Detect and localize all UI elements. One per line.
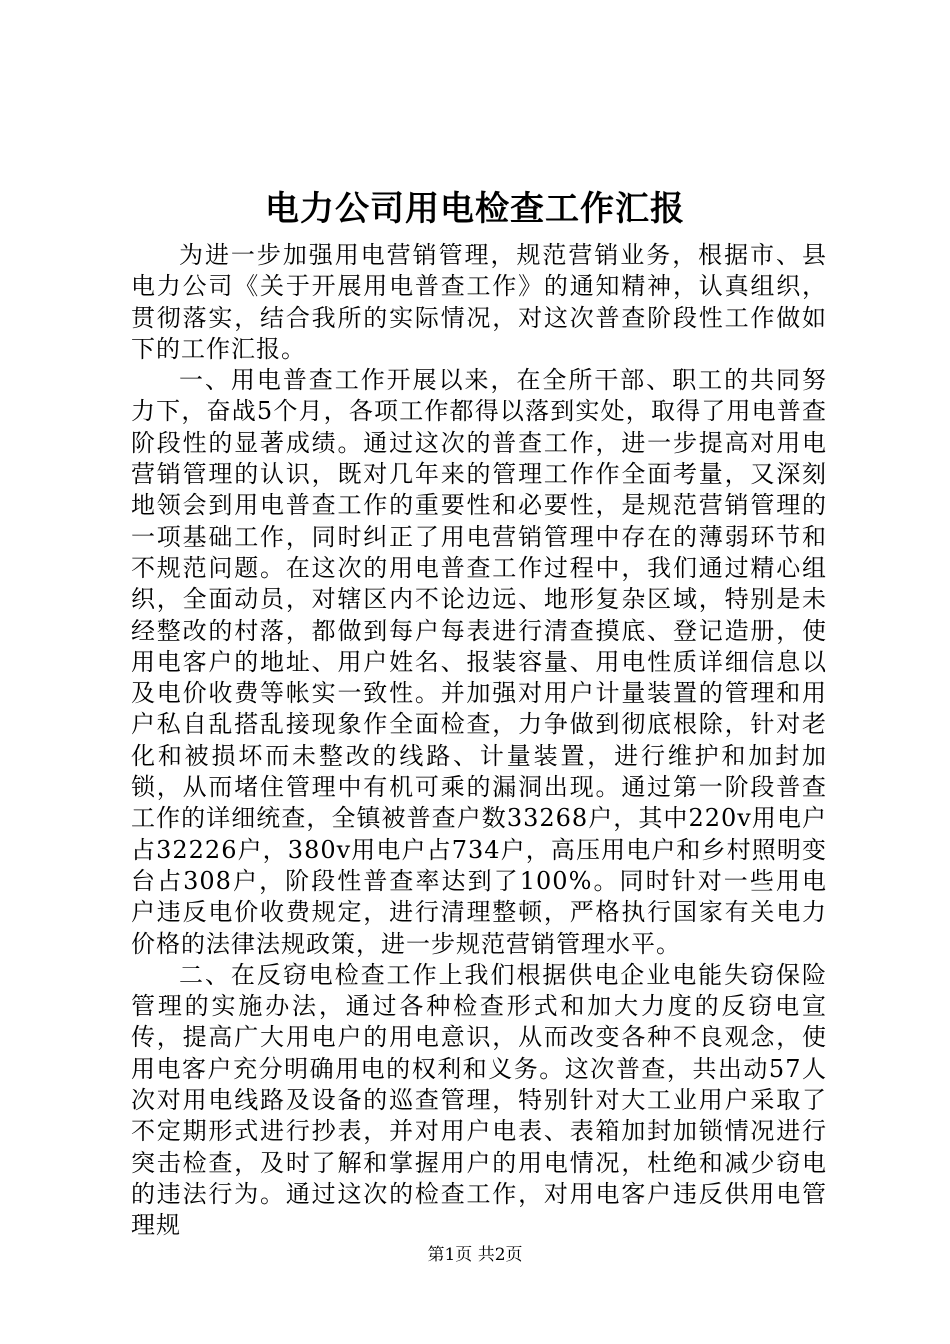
document-title: 电力公司用电检查工作汇报 [265, 189, 685, 229]
page-number-footer: 第1页 共2页 [427, 1245, 523, 1265]
paragraph-section-one: 一、用电普查工作开展以来，在全所干部、职工的共同努力下，奋战5个月，各项工作都得以落到实处，取得了用电普查阶段性的显著成绩。通过这次的普查工作，进一步提高对用电营销管理的认识，既对几年来的管理工作作全面考量，又深刻地领会到用电普查工作的重要性和必要性，是规范营销管理的一项基础工作，同时纠正了用电营销管理中存在的薄弱环节和不规范问题。在这次的用电普查工作过程中，我们通过精心组织，全面动员，对辖区内不论边远、地形复杂区域，特别是未经整改的村落，都做到每户每表进行清查摸底、登记造册，使用电客户的地址、用户姓名、报装容量、用电性质详细信息以及电价收费等帐实一致性。并加强对用户计量装置的管理和用户私自乱搭乱接现象作全面检查，力争做到彻底根除，针对老化和被损坏而未整改的线路、计量装置，进行维护和加封加锁，从而堵住管理中有机可乘的漏洞出现。通过第一阶段普查工作的详细统查，全镇被普查户数33268户，其中220v用电户占32226户，380v用电户占734户，高压用电户和乡村照明变台占308户，阶段性普查率达到了100%。同时针对一些用电户违反电价收费规定，进行清理整顿，严格执行国家有关电力价格的法律法规政策，进一步规范营销管理水平。 [131, 366, 827, 958]
paragraph-intro: 为进一步加强用电营销管理，规范营销业务，根据市、县电力公司《关于开展用电普查工作》的通知精神，认真组织，贯彻落实，结合我所的实际情况，对这次普查阶段性工作做如下的工作汇报。 [131, 241, 827, 363]
paragraph-section-two: 二、在反窃电检查工作上我们根据供电企业电能失窃保险管理的实施办法，通过各种检查形式和加大力度的反窃电宣传，提高广大用电户的用电意识，从而改变各种不良观念，使用电客户充分明确用电的权利和义务。这次普查，共出动57人次对用电线路及设备的巡查管理，特别针对大工业用户采取了不定期形式进行抄表，并对用户电表、表箱加封加锁情况进行突击检查，及时了解和掌握用户的用电情况，杜绝和减少窃电的违法行为。通过这次的检查工作，对用电客户违反供用电管理规 [131, 960, 827, 1240]
document-body [131, 240, 827, 1242]
